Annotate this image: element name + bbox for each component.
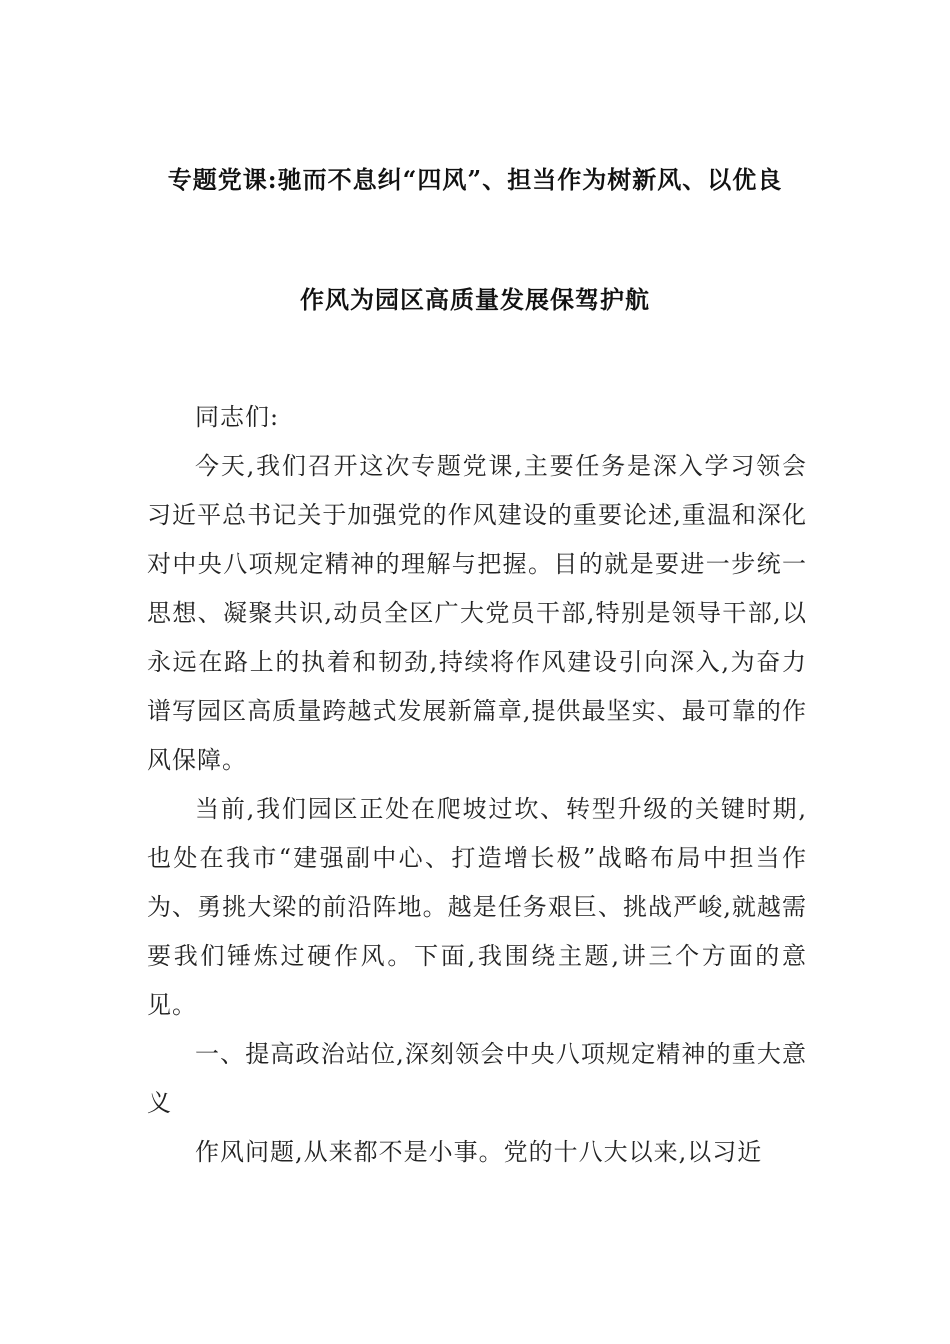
salutation-text: 同志们: <box>195 403 280 431</box>
paragraph-intro: 今天,我们召开这次专题党课,主要任务是深入学习领会习近平总书记关于加强党的作风建设的重要论述,重温和深化对中央八项规定精神的理解与把握。目的就是要进一步统一思想、凝聚共识,动员全区广大党员干部,特别是领导干部,以永远在路上的执着和韧劲,持续将作风建设引向深入,为奋力谱写园区高质量跨越式发展新篇章,提供最坚实、最可靠的作风保障。 <box>147 452 807 774</box>
paragraph-context: 当前,我们园区正处在爬坡过坎、转型升级的关键时期,也处在我市“建强副中心、打造增长极”战略布局中担当作为、勇挑大梁的前沿阵地。越是任务艰巨、挑战严峻,就越需要我们锤炼过硬作风。下面,我围绕主题,讲三个方面的意见。 <box>147 795 807 1019</box>
document-title-line-2: 作风为园区高质量发展保驾护航 <box>300 285 650 314</box>
document-title-line-1: 专题党课:驰而不息纠“四风”、担当作为树新风、以优良 <box>167 165 783 194</box>
document-body <box>147 442 807 1177</box>
paragraph-section-1-start: 作风问题,从来都不是小事。党的十八大以来,以习近 <box>195 1138 763 1166</box>
section-heading-1: 一、提高政治站位,深刻领会中央八项规定精神的重大意义 <box>147 1040 807 1117</box>
salutation <box>147 393 807 442</box>
